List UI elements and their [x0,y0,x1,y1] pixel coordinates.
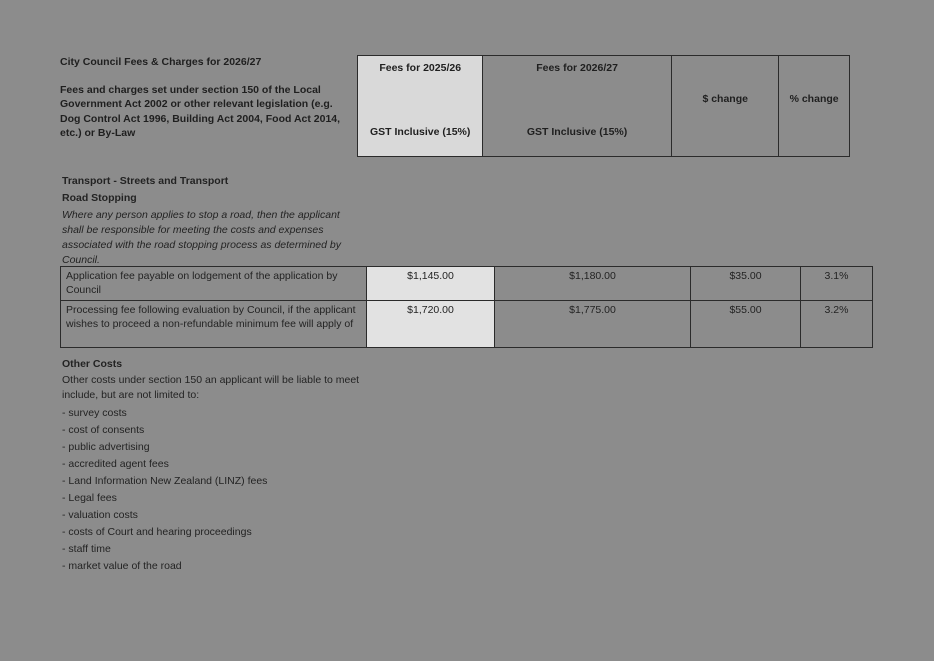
header-col-2026-bottom: GST Inclusive (15%) [526,126,628,138]
header-col-percent-change [779,56,850,157]
list-item: - cost of consents [62,423,145,436]
section-group-heading: Transport - Streets and Transport [62,175,229,187]
section-note: Where any person applies to stop a road, then the applicant shall be responsible for meeting the costs and expenses associated with the road stopping process as determined by Council. [62,209,341,266]
header-col-2025-bottom: GST Inclusive (15%) [370,126,471,138]
fee-2026-value: $1,775.00 [495,301,691,348]
list-item: - Legal fees [62,491,117,504]
fee-description: Processing fee following evaluation by Council, if the applicant wishes to proceed a non-refundable minimum fee will apply of [61,301,367,348]
fee-2026-value: $1,180.00 [495,267,691,301]
fee-dollar-change: $35.00 [691,267,801,301]
fee-percent-change: 3.2% [801,301,873,348]
list-item: - Land Information New Zealand (LINZ) fees [62,474,268,487]
list-item: - staff time [62,542,111,555]
page-subtitle: Fees and charges set under section 150 of the Local Government Act 2002 or other relevant legislation (e.g. Dog Control Act 1996, Building Act 2004, Food Act 2014, etc.) or By-Law [60,84,341,139]
other-costs-intro: Other costs under section 150 an applicant will be liable to meet include, but are not limited to: [62,374,360,401]
fee-2025-value: $1,720.00 [367,301,495,348]
fee-description: Application fee payable on lodgement of the application by Council [61,267,367,301]
other-costs-list [62,405,372,575]
fee-dollar-change: $55.00 [691,301,801,348]
list-item: - market value of the road [62,559,182,572]
header-col-percent-change-label: % change [789,93,839,105]
section-subgroup-heading: Road Stopping [62,192,137,204]
header-col-2025-top: Fees for 2025/26 [379,62,462,74]
list-item: - costs of Court and hearing proceedings [62,525,252,538]
list-item: - accredited agent fees [62,457,169,470]
list-item: - valuation costs [62,508,138,521]
header-col-2026-top: Fees for 2026/27 [536,62,618,74]
header-title-cell [60,55,357,140]
fee-percent-change: 3.1% [801,267,873,301]
header-col-fees-2026 [482,56,671,157]
fee-2025-value: $1,145.00 [367,267,495,301]
table-row [61,267,873,301]
fees-header [60,55,850,157]
header-col-dollar-change [672,56,779,157]
header-col-fees-2025 [358,56,483,157]
page-title: City Council Fees & Charges for 2026/27 [60,56,262,68]
header-columns-table [357,55,850,157]
header-row [358,56,850,157]
fees-table [60,266,873,348]
other-costs-section [62,357,372,575]
list-item: - public advertising [62,440,150,453]
other-costs-title: Other Costs [62,358,123,370]
header-col-dollar-change-label: $ change [702,93,748,105]
list-item: - survey costs [62,406,127,419]
table-row [61,301,873,348]
